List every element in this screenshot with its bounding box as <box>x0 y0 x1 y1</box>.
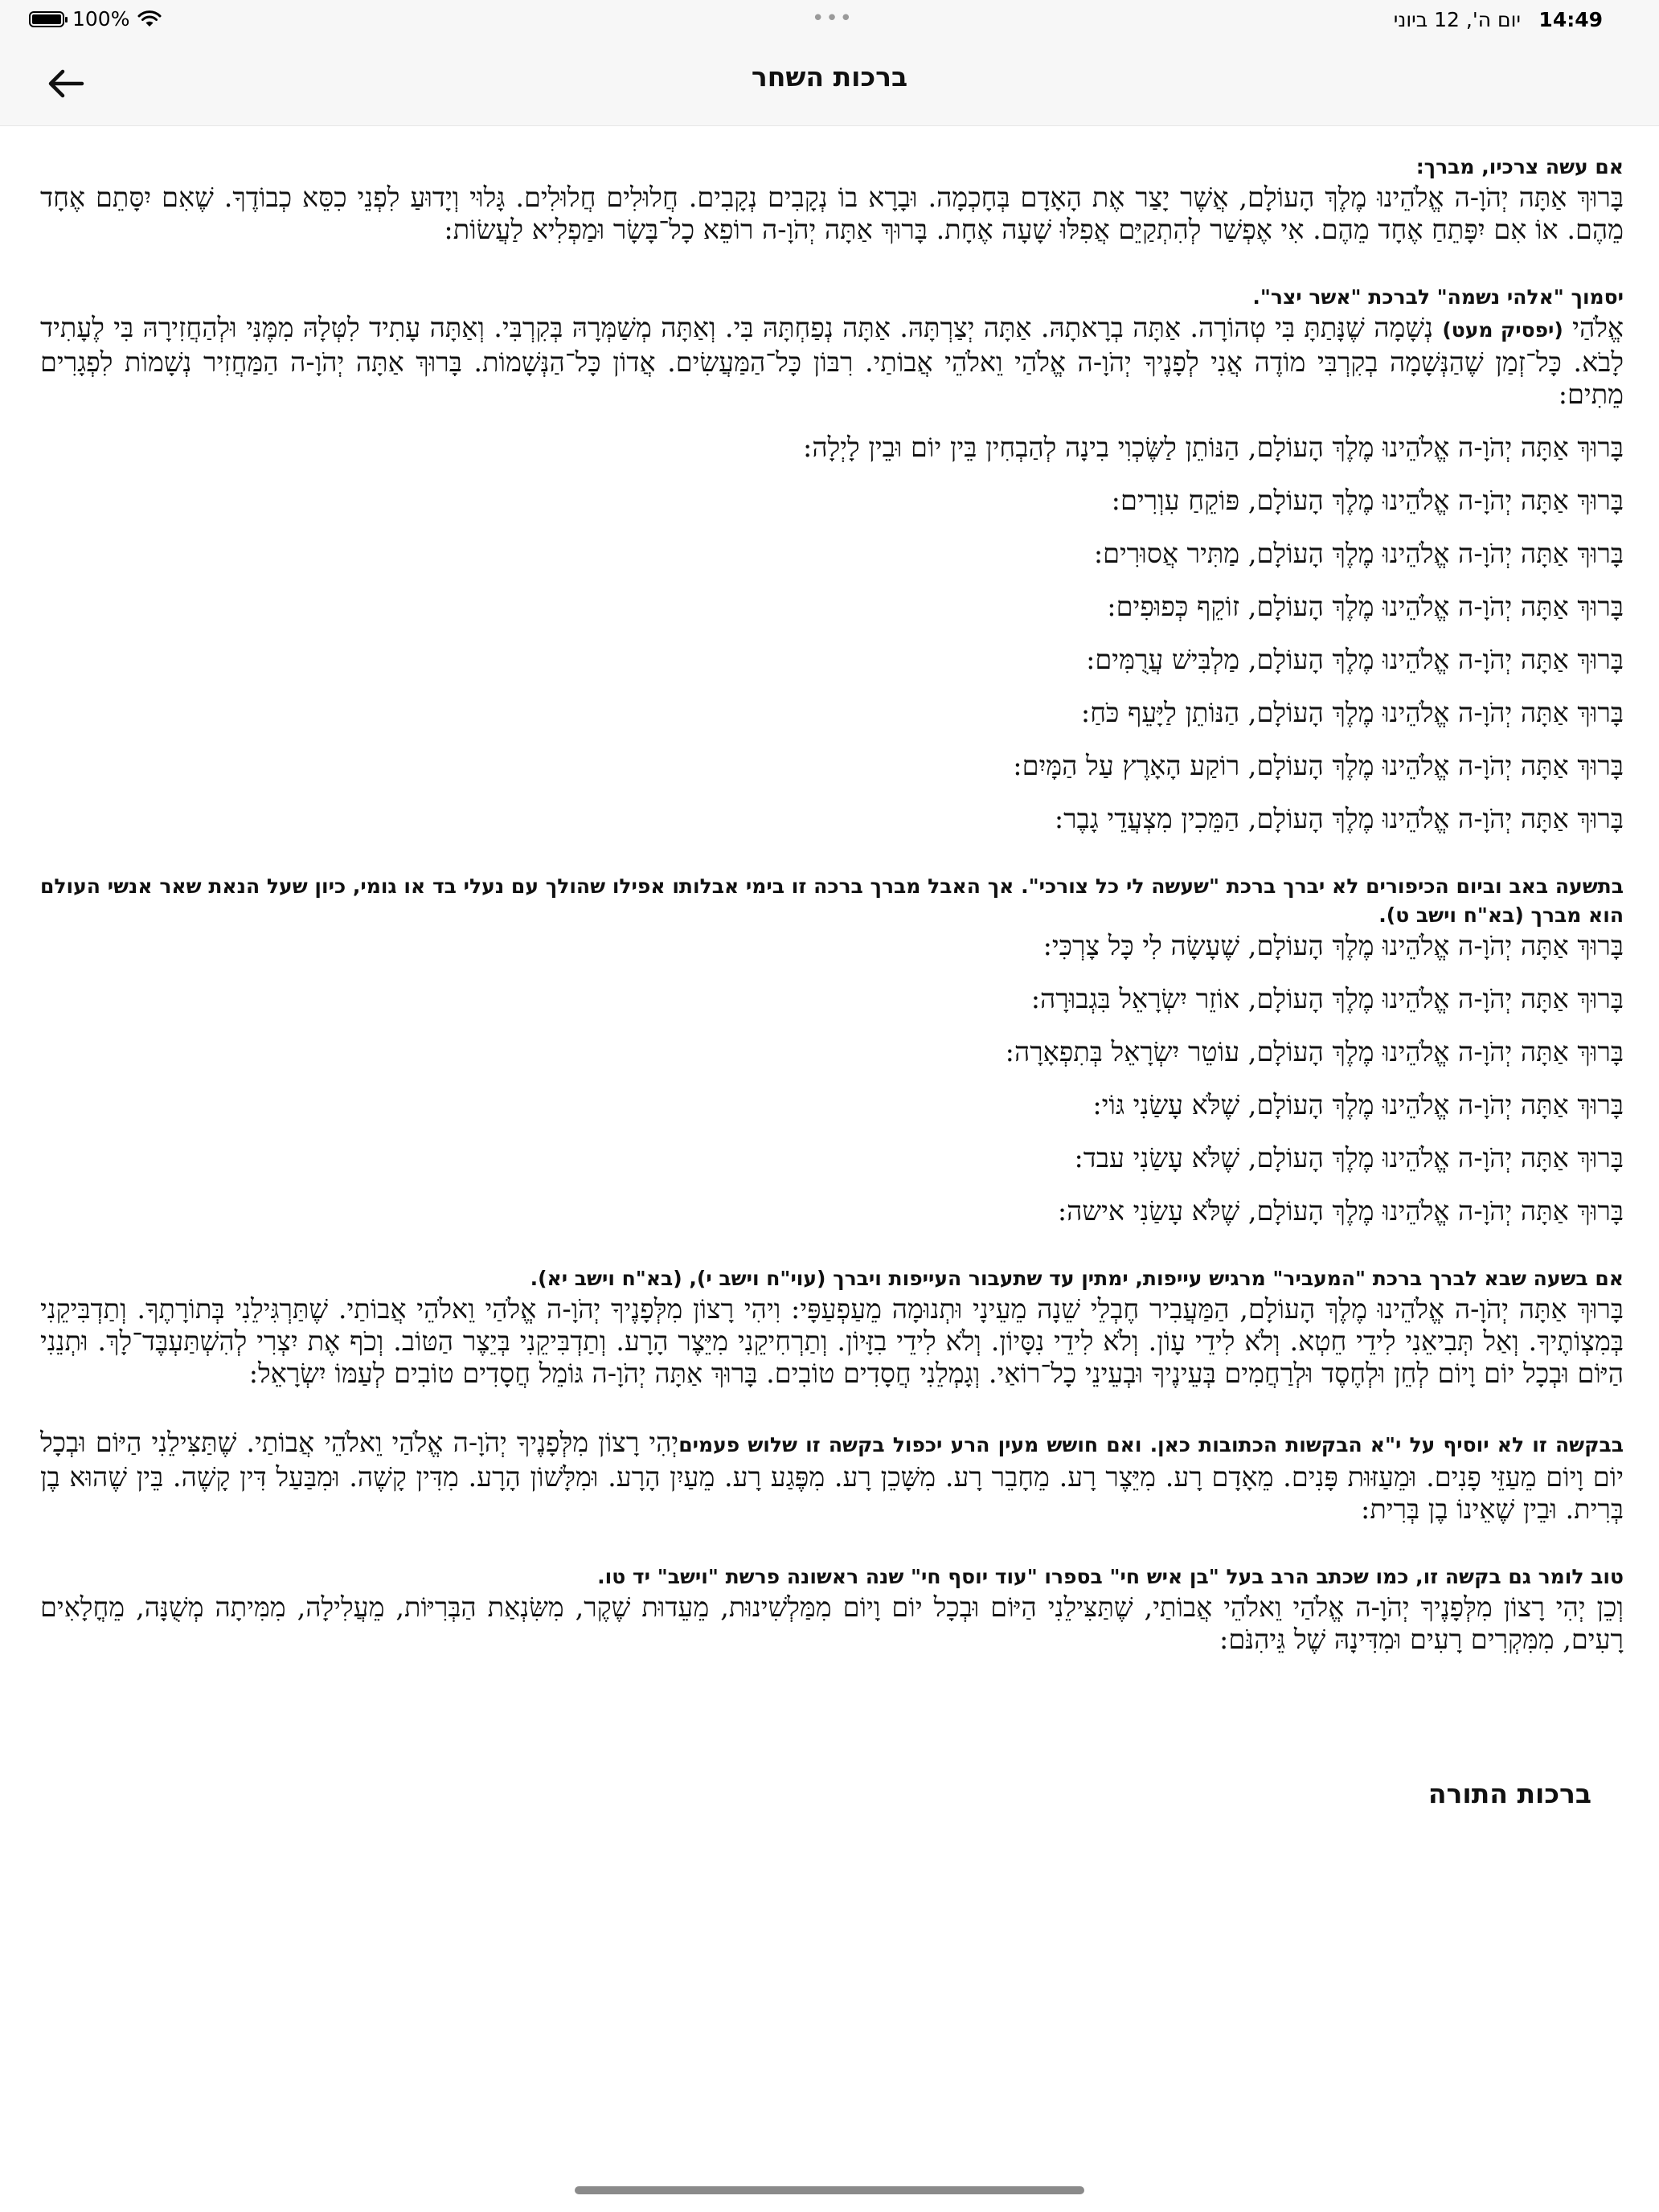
prayer-text: יְהִי רָצוֹן מִלְּפָנֶיךָ יְהֹוָ-ה אֱלֹהַי וֵאלֹהֵי אֲבוֹתַי. שֶׁתַּצִּילֵנִי הַיּוֹם וּבְכָל יוֹם וָיוֹם מֵעַזֵּי פָנִים. וּמֵעַזּוּת פָּנִים. מֵאָדָם רָע. מִיֵּצֶר רָע. מֵחָבֵר רָע. מִשָּׁכֵן רָע. מִפֶּגַע רָע. מֵעַיִן הָרָע. וּמִלָּשׁוֹן הָרָע. מִדִּין קָשֶׁה. וּמִבַּעַל דִּין קָשֶׁה. בֵּין שֶׁהוּא בֶן בְּרִית. וּבֵין שֶׁאֵינוֹ בֶן בְּרִית: <box>40 1427 1624 1525</box>
hamaavir-block <box>40 1264 1624 1390</box>
status-time: 14:49 <box>1538 8 1603 31</box>
blessing-line: בָּרוּךְ אַתָּה יְהֹוָ-ה אֱלֹהֵינוּ מֶלֶךְ הָעוֹלָם, פּוֹקֵחַ עִוְרִים: <box>1111 485 1624 516</box>
home-indicator[interactable] <box>575 2186 1084 2194</box>
instruction-note: בבקשה זו לא יוסיף על י"א הבקשות הכתובות כאן. ואם חושש מעין הרע יכפול בקשה זו שלוש פעמים <box>678 1433 1624 1456</box>
instruction-note: אם עשה צרכיו, מברך: <box>1415 155 1624 178</box>
yehi-ratzon-block <box>40 1427 1624 1526</box>
prayer-text: וְכֵן יְהִי רָצוֹן מִלְּפָנֶיךָ יְהֹוָ-ה אֱלֹהַי וֵאלֹהֵי אֲבוֹתַי, שֶׁתַּצִּילֵנִי הַיּוֹם וּבְכָל יוֹם וָיוֹם מִמַּלְשִׁינוּת, מֵעֵדוּת שֶׁקֶר, מִשִּׂנְאַת הַבְּרִיּוֹת, מֵעֲלִילָה, מִמִּיתָה מְשֻׁנָּה, מֵחֳלָאִים רָעִים, מִמִּקְרִים רָעִים וּמִדִּינָהּ שֶׁל גֵּיהִנֹּם: <box>40 1591 1624 1655</box>
status-bar <box>0 0 1659 42</box>
asher-yatzar-block <box>40 153 1624 246</box>
instruction-note: יסמוך "אלהי נשמה" לברכת "אשר יצר". <box>1252 285 1624 309</box>
section-title-birchot-hatorah[interactable]: ברכות התורה <box>1428 1778 1591 1809</box>
prayer-text <box>40 312 1624 411</box>
blessing-line: בָּרוּךְ אַתָּה יְהֹוָ-ה אֱלֹהֵינוּ מֶלֶךְ הָעוֹלָם, שֶׁלֹּא עָשַׂנִי עבד: <box>1074 1142 1624 1174</box>
navigation-bar <box>0 42 1659 126</box>
blessing-line: בָּרוּךְ אַתָּה יְהֹוָ-ה אֱלֹהֵינוּ מֶלֶךְ הָעוֹלָם, מַתִּיר אֲסוּרִים: <box>1093 538 1624 569</box>
multitasking-dots[interactable]: ••• <box>812 6 854 31</box>
inline-instruction: (יפסיק מעט) <box>1442 318 1563 342</box>
blessing-line: בָּרוּךְ אַתָּה יְהֹוָ-ה אֱלֹהֵינוּ מֶלֶךְ הָעוֹלָם, אוֹזֵר יִשְׂרָאֵל בִּגְבוּרָה: <box>1030 983 1624 1014</box>
prayer-text-body: נְשָׁמָה שֶׁנָּתַתָּ בִּי טְהוֹרָה. אַתָּה בְרָאתָהּ. אַתָּה יְצַרְתָּהּ. אַתָּה נְפַחְתָּהּ בִּי. וְאַתָּה מְשַׁמְּרָהּ בְּקִרְבִּי. וְאַתָּה עָתִיד לִטְּלָהּ מִמֶּנִּי וּלְהַחֲזִירָהּ בִּי לֶעָתִיד לָבֹא. כָּל־זְמַן שֶׁהַנְּשָׁמָה בְקִרְבִּי מוֹדֶה אֲנִי לְפָנֶיךָ יְהֹוָ-ה אֱלֹהַי וֵאלֹהֵי אֲבוֹתַי. רִבּוֹן כָּל־הַמַּעֲשִׂים. אֲדוֹן כָּל־הַנְּשָׁמוֹת. בָּרוּךְ אַתָּה יְהֹוָ-ה הַמַּחֲזִיר נְשָׁמוֹת לִפְגָרִים מֵתִים: <box>40 312 1624 410</box>
status-date: יום ה', 12 ביוני <box>1393 8 1521 31</box>
blessing-line: בָּרוּךְ אַתָּה יְהֹוָ-ה אֱלֹהֵינוּ מֶלֶךְ הָעוֹלָם, זוֹקֵף כְּפוּפִים: <box>1107 591 1624 622</box>
prayer-text: בָּרוּךְ אַתָּה יְהֹוָ-ה אֱלֹהֵינוּ מֶלֶךְ הָעוֹלָם, אֲשֶׁר יָצַר אֶת הָאָדָם בְּחָכְמָה. וּבָרָא בוֹ נְקָבִים נְקָבִים. חֲלוּלִים חֲלוּלִים. גָּלוּי וְיָדוּעַ לִפְנֵי כִסֵּא כְבוֹדֶךָ. שֶׁאִם יִסָּתֵם אֶחָד מֵהֶם. אוֹ אִם יִפָּתֵחַ אֶחָד מֵהֶם. אִי אֶפְשַׁר לְהִתְקַיֵּם אֲפִלּוּ שָׁעָה אֶחָת. בָּרוּךְ אַתָּה יְהֹוָ-ה רוֹפֵא כָל־בָּשָׂר וּמַפְלִיא לַעֲשׂוֹת: <box>40 182 1624 245</box>
blessing-line: בָּרוּךְ אַתָּה יְהֹוָ-ה אֱלֹהֵינוּ מֶלֶךְ הָעוֹלָם, הַנּוֹתֵן לַשֶּׂכְוִי בִינָה לְהַבְחִין בֵּין יוֹם וּבֵין לָיְלָה: <box>803 432 1624 463</box>
elohai-neshama-block <box>40 283 1624 411</box>
prayer-text-prefix: אֱלֹהַי <box>1563 312 1624 343</box>
instruction-note: טוב לומר גם בקשה זו, כמו שכתב הרב בעל "בן איש חי" בספרו "עוד יוסף חי" שנה ראשונה פרשת "וישב" יד טו. <box>597 1565 1624 1588</box>
battery-fill <box>32 14 61 24</box>
blessing-line: בָּרוּךְ אַתָּה יְהֹוָ-ה אֱלֹהֵינוּ מֶלֶךְ הָעוֹלָם, הַנּוֹתֵן לַיָּעֵף כֹּחַ: <box>1080 697 1624 728</box>
instruction-note: בתשעה באב וביום הכיפורים לא יברך ברכת "שעשה לי כל צורכי". אך האבל מברך ברכה זו בימי אבלותו אפילו שהולך עם נעלי בד או גומי, כיון שעל הנאת שאר אנשי העולם הוא מברך (בא"ח וישב ט). <box>40 875 1624 927</box>
battery-icon <box>29 11 64 27</box>
prayer-content[interactable] <box>40 153 1624 2164</box>
blessing-line: בָּרוּךְ אַתָּה יְהֹוָ-ה אֱלֹהֵינוּ מֶלֶךְ הָעוֹלָם, מַלְבִּישׁ עֲרֻמִּים: <box>1086 644 1624 675</box>
battery-percentage: 100% <box>72 7 130 31</box>
instruction-note: אם בשעה שבא לברך ברכת "המעביר" מרגיש עייפות, ימתין עד שתעבור העייפות ויברך (עוי"ח וישב י), (בא"ח וישב יא). <box>530 1267 1624 1290</box>
ben-ish-chai-block <box>40 1563 1624 1656</box>
blessing-line: בָּרוּךְ אַתָּה יְהֹוָ-ה אֱלֹהֵינוּ מֶלֶךְ הָעוֹלָם, רוֹקַע הָאָרֶץ עַל הַמָּיִם: <box>1013 750 1624 781</box>
blessing-line: בָּרוּךְ אַתָּה יְהֹוָ-ה אֱלֹהֵינוּ מֶלֶךְ הָעוֹלָם, שֶׁלֹּא עָשַׂנִי גּוֹי: <box>1092 1089 1624 1120</box>
wifi-icon <box>137 10 162 28</box>
blessing-line: בָּרוּךְ אַתָּה יְהֹוָ-ה אֱלֹהֵינוּ מֶלֶךְ הָעוֹלָם, שֶׁעָשָׂה לִי כָּל צָרְכִּי: <box>1043 930 1624 961</box>
blessing-line: בָּרוּךְ אַתָּה יְהֹוָ-ה אֱלֹהֵינוּ מֶלֶךְ הָעוֹלָם, שֶׁלֹּא עָשַׂנִי אישה: <box>1057 1195 1624 1227</box>
blessing-line: בָּרוּךְ אַתָּה יְהֹוָ-ה אֱלֹהֵינוּ מֶלֶךְ הָעוֹלָם, עוֹטֵר יִשְׂרָאֵל בְּתִפְאָרָה: <box>1005 1036 1624 1067</box>
status-left-group <box>29 7 162 31</box>
blessing-line: בָּרוּךְ אַתָּה יְהֹוָ-ה אֱלֹהֵינוּ מֶלֶךְ הָעוֹלָם, הַמֵּכִין מִצְעֲדֵי גָבֶר: <box>1054 803 1624 834</box>
prayer-text: בָּרוּךְ אַתָּה יְהֹוָ-ה אֱלֹהֵינוּ מֶלֶךְ הָעוֹלָם, הַמַּעֲבִיר חֶבְלֵי שֵׁנָה מֵעֵינָי וּתְנוּמָה מֵעַפְעַפָּי: וִיהִי רָצוֹן מִלְּפָנֶיךָ יְהֹוָ-ה אֱלֹהַי וֵאלֹהֵי אֲבוֹתַי. שֶׁתַּרְגִּילֵנִי בְּתוֹרָתֶךָ. וְתַדְבִּיקֵנִי בְּמִצְוֹתֶיךָ. וְאַל תְּבִיאֵנִי לִידֵי חֵטְא. וְלֹא לִידֵי עָוֹן. וְלֹא לִידֵי נִסָּיוֹן. וְלֹא לִידֵי בִזָּיוֹן. וְתַרְחִיקֵנִי מִיֵּצֶר הָרָע. וְתַדְבִּיקֵנִי בְּיֵצֶר הַטּוֹב. וְכֹף אֶת יִצְרִי לְהִשְׁתַּעְבֶּד־לָךְ. וּתְנֵנִי הַיּוֹם וּבְכָל יוֹם וָיוֹם לְחֵן וּלְחֶסֶד וּלְרַחֲמִים בְּעֵינֶיךָ וּבְעֵינֵי כָל־רוֹאַי. וְגָמְלֵנִי חֲסָדִים טוֹבִים. בָּרוּךְ אַתָּה יְהֹוָ-ה גּוֹמֵל חֲסָדִים טוֹבִים לְעַמּוֹ יִשְׂרָאֵל: <box>40 1293 1624 1389</box>
page-title: ברכות השחר <box>751 61 908 92</box>
